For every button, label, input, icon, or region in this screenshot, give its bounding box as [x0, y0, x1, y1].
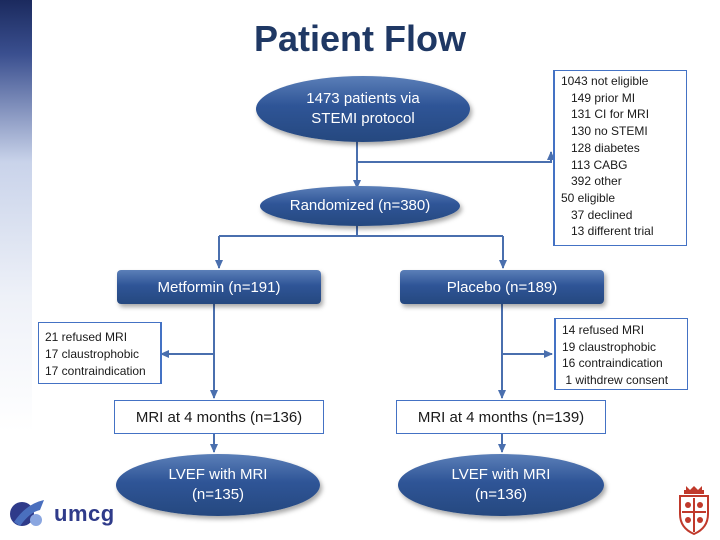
umcg-logo: [6, 494, 115, 534]
metformin-dropout-box: [38, 322, 162, 384]
dropout-line: 17 contraindication: [45, 364, 146, 378]
exclusion-line: 13 different trial: [561, 224, 654, 239]
exclusion-box: [553, 70, 687, 246]
exclusion-line: 1043 not eligible: [561, 74, 649, 88]
page-title: Patient Flow: [253, 18, 466, 59]
exclusion-line: 392 other: [561, 174, 622, 189]
node-lvef-metformin: LVEF with MRI (n=135): [116, 454, 320, 516]
exclusion-line: 128 diabetes: [561, 140, 640, 155]
node-mri-placebo: MRI at 4 months (n=139): [396, 400, 606, 434]
umcg-logo-text: umcg: [54, 501, 115, 526]
node-placebo: Placebo (n=189): [400, 270, 604, 304]
node-metformin: Metformin (n=191): [117, 270, 321, 304]
university-crest-icon: [674, 484, 714, 536]
exclusion-line: 113 CABG: [561, 157, 628, 172]
dropout-line: 1 withdrew consent: [562, 372, 669, 387]
node-randomized: Randomized (n=380): [260, 186, 460, 226]
exclusion-line: 149 prior MI: [561, 90, 636, 105]
arrow-exclusion: [357, 152, 551, 162]
exclusion-line: 37 declined: [561, 207, 633, 222]
node-lvef-placebo: LVEF with MRI (n=136): [398, 454, 604, 516]
dropout-line: 14 refused MRI: [562, 323, 645, 337]
exclusion-line: 131 CI for MRI: [561, 107, 650, 122]
umcg-emblem-icon: [6, 494, 50, 534]
placebo-dropout-box: [554, 318, 688, 390]
dropout-line: 17 claustrophobic: [45, 347, 140, 361]
node-patients: 1473 patients via STEMI protocol: [256, 76, 470, 142]
exclusion-line: 50 eligible: [561, 190, 616, 205]
dropout-line: 21 refused MRI: [45, 330, 128, 344]
node-mri-metformin: MRI at 4 months (n=136): [114, 400, 324, 434]
exclusion-line: 130 no STEMI: [561, 124, 648, 139]
dropout-line: 19 claustrophobic: [562, 339, 657, 354]
dropout-line: 16 contraindication: [562, 356, 663, 370]
